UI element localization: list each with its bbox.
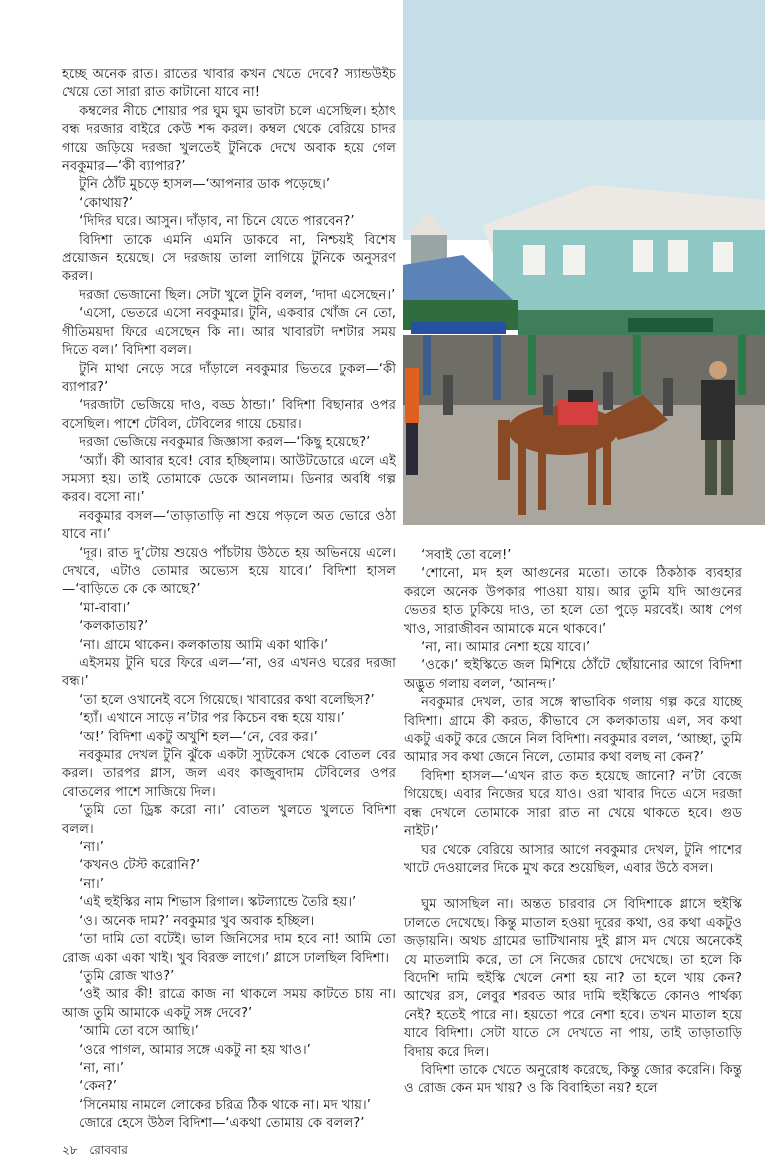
paragraph: ‘কলকাতায়?’ bbox=[79, 619, 149, 635]
page-footer bbox=[62, 1142, 396, 1158]
paragraph: ‘ও। অনেক দাম?’ নবকুমার খুব অবাক হচ্ছিল। bbox=[79, 913, 315, 929]
left-column-wrapper bbox=[62, 66, 396, 1158]
paragraph: ‘তুমি রোজ খাও?’ bbox=[79, 968, 175, 984]
paragraph: নবকুমার দেখল টুনি ঝুঁকে একটা স্যুটকেস থেকে বোতল বের করল। তারপর গ্লাস, জল এবং কাজুবাদাম টেবিলের ওপর বোতলের পাশে সাজিয়ে দিল। bbox=[62, 748, 396, 800]
section-break bbox=[404, 878, 742, 896]
paragraph: ‘মা-বাবা।’ bbox=[79, 600, 131, 616]
paragraph: ‘দরজাটা ভেজিয়ে দাও, বড্ড ঠান্ডা।’ বিদিশা বিছানার ওপর বসেছিল। পাশে টেবিল, টেবিলের গায়ে চেয়ার। bbox=[62, 398, 396, 432]
paragraph: ‘না, না।’ bbox=[79, 1060, 125, 1076]
paragraph: ‘অ!’ বিদিশা একটু অখুশি হল—‘নে, বের কর।’ bbox=[79, 729, 318, 745]
paragraph: হচ্ছে অনেক রাত। রাতের খাবার কখন খেতে দেবে? স্যান্ডউইচ খেয়ে তো সারা রাত কাটানো যাবে না! bbox=[62, 67, 396, 101]
paragraph: ‘ওকে।’ হুইস্কিতে জল মিশিয়ে ঠোঁটে ছোঁয়ানোর আগে বিদিশা অদ্ভুত গলায় বলল, ‘আনন্দ।’ bbox=[404, 658, 742, 692]
paragraph: দরজা ভেজানো ছিল। সেটা খুলে টুনি বলল, ‘দাদা এসেছেন।’ bbox=[79, 287, 396, 303]
paragraph: ‘সিনেমায় নামলে লোকের চরিত্র ঠিক থাকে না। মদ খায়।’ bbox=[79, 1097, 371, 1113]
paragraph: এইসময় টুনি ঘরে ফিরে এল—‘না, ওর এখনও ঘরের দরজা বন্ধ।’ bbox=[62, 656, 396, 690]
paragraph: ‘তা দামি তো বটেই। ভাল জিনিসের দাম হবে না! আমি তো রোজ একা একা খাই। খুব বিরক্ত লাগে।’ গ্লাসে ঢালছিল বিদিশা। bbox=[62, 932, 396, 966]
paragraph: নবকুমার দেখল, তার সঙ্গে স্বাভাবিক গলায় গল্প করে যাচ্ছে বিদিশা। গ্রামে কী করত, কীভাবে সে কলকাতায় এল, সব কথা একটু একটু করে জেনে নিল বিদিশা। নবকুমার বলল, ‘আচ্ছা, তুমি আমার সব কথা জেনে নিলে, তোমার কথা বলছ না কেন?’ bbox=[404, 695, 742, 766]
paragraph: ‘সবাই তো বলে!’ bbox=[421, 548, 512, 563]
paragraph: ‘আমি তো বসে আছি।’ bbox=[79, 1024, 199, 1040]
paragraph: ‘তা হলে ওখানেই বসে গিয়েছে। খাবারের কথা বলেছিস?’ bbox=[79, 692, 375, 708]
paragraph: টুনি ঠোঁট মুচড়ে হাসল—‘আপনার ডাক পড়েছে।’ bbox=[79, 177, 331, 193]
paragraph: ‘না, না। আমার নেশা হয়ে যাবে।’ bbox=[421, 640, 591, 656]
paragraph: ঘুম আসছিল না। অন্তত চারবার সে বিদিশাকে গ্লাসে হুইস্কি ঢালতে দেখেছে। কিন্তু মাতাল হওয়া দূরের কথা, ওর কথা একটুও জড়ায়নি। অথচ গ্রামের ভাটিখানায় দুই গ্লাস মদ খেয়ে অনেকেই যে মাতলামি করে, তা সে নিজের চোখে দেখেছে। তা হলে কি বিদেশি দামি হুইস্কি খেলে নেশা হয় না? তা হলে খায় কেন? আখের রস, লেবুর শরবত আর দামি হুইস্কিতে কোনও পার্থক্য নেই? হতেই পারে না। হয়তো পরে নেশা হবে। তখন মাতাল হয়ে যাবে বিদিশা। সেটা যাতে সে দেখতে না পায়, তাই তাড়াতাড়ি বিদায় করে দিল। bbox=[404, 897, 742, 1060]
paragraph: কম্বলের নীচে শোয়ার পর ঘুম ঘুম ভাবটা চলে এসেছিল। হঠাৎ বন্ধ দরজার বাইরে কেউ শব্দ করল। কম্বল থেকে বেরিয়ে চাদর গায়ে জড়িয়ে দরজা খুলতেই টুনিকে দেখে অবাক হয়ে গেল নবকুমার—‘কী ব্যাপার?’ bbox=[62, 103, 396, 175]
paragraph: ‘কোথায়?’ bbox=[79, 195, 134, 211]
paragraph: ‘না।’ bbox=[79, 840, 104, 856]
paragraph: ‘অ্যাঁ। কী আবার হবে! বোর হচ্ছিলাম। আউটডোরে এলে এই সমস্যা হয়। তাই তোমাকে ডেকে আনলাম। ডিনার অবধি গল্প করব। বসো না।’ bbox=[62, 453, 396, 506]
paragraph: ‘না। গ্রামে থাকেন। কলকাতায় আমি একা থাকি।’ bbox=[79, 637, 329, 653]
paragraph: ঘর থেকে বেরিয়ে আসার আগে নবকুমার দেখল, টুনি পাশের খাটে দেওয়ালের দিকে মুখ করে শুয়েছিল, এবার উঠে বসল। bbox=[404, 842, 742, 876]
paragraph: ‘শোনো, মদ হল আগুনের মতো। তাকে ঠিকঠাক ব্যবহার করলে অনেক উপকার পাওয়া যায়। আর তুমি যদি আগুনের ভেতর হাত ঢুকিয়ে দাও, তা হলে তো পুড়ে মরবেই। আধ পেগ খাও, সারাজীবন আমাকে মনে থাকবে।’ bbox=[404, 566, 742, 637]
paragraph: বিদিশা হাসল—‘এখন রাত কত হয়েছে জানো? ন’টা বেজে গিয়েছে। এবার নিজের ঘরে যাও। ওরা খাবার দিতে এসে দরজা বন্ধ দেখলে তোমাকে সারা রাত না খেয়ে থাকতে হবে। গুড নাইট।’ bbox=[404, 768, 742, 840]
left-text-column bbox=[62, 66, 396, 1134]
paragraph: বিদিশা তাকে এমনি এমনি ডাকবে না, নিশ্চয়ই বিশেষ প্রয়োজন হয়েছে। সে দরজায় তালা লাগিয়ে টুনিকে অনুসরণ করল। bbox=[62, 232, 396, 285]
paragraph: ‘না।’ bbox=[79, 876, 104, 892]
paragraph: ‘কেন?’ bbox=[79, 1079, 117, 1095]
paragraph: নবকুমার বসল—‘তাড়াতাড়ি না শুয়ে পড়লে অত ভোরে ওঠা যাবে না।’ bbox=[62, 508, 396, 543]
magazine-name: রোববার bbox=[89, 1142, 128, 1157]
paragraph: বিদিশা তাকে খেতে অনুরোধ করেছে, কিন্তু জোর করেনি। কিন্তু ও রোজ কেন মদ খায়? ও কি বিবাহিতা নয়? হলে bbox=[404, 1062, 742, 1097]
paragraph: ‘ওরে পাগল, আমার সঙ্গে একটু না হয় খাও।’ bbox=[79, 1042, 311, 1058]
paragraph: ‘ওই আর কী! রাত্রে কাজ না থাকলে সময় কাটতে চায় না। আজ তুমি আমাকে একটু সঙ্গ দেবে?’ bbox=[62, 987, 396, 1021]
page-number: ২৮ bbox=[62, 1142, 78, 1157]
paragraph: ‘এই হুইস্কির নাম শিভাস রিগাল। স্কটল্যান্ডে তৈরি হয়।’ bbox=[79, 895, 357, 911]
paragraph: জোরে হেসে উঠল বিদিশা—‘একথা তোমায় কে বলল?’ bbox=[79, 1116, 365, 1132]
paragraph: ‘এসো, ভেতরে এসো নবকুমার। টুনি, একবার খোঁজ নে তো, গীতিময়দা ফিরে এসেছেন কি না। আর খাবারটা দশটার সময় দিতে বল।’ বিদিশা বলল। bbox=[62, 306, 396, 359]
paragraph: ‘দূর। রাত দু’টোয় শুয়েও পাঁচটায় উঠতে হয় অভিনয়ে এলে। দেখবে, এটাও তোমার অভ্যেস হয়ে যাবে।’ বিদিশা হাসল—‘বাড়িতে কে কে আছে?’ bbox=[62, 545, 396, 598]
right-text-column bbox=[404, 547, 742, 1099]
paragraph: ‘হ্যাঁ। এখানে সাড়ে ন’টার পর কিচেন বন্ধ হয়ে যায়।’ bbox=[79, 711, 345, 727]
paragraph: টুনি মাথা নেড়ে সরে দাঁড়ালে নবকুমার ভিতরে ঢুকল—‘কী ব্যাপার?’ bbox=[62, 361, 396, 395]
paragraph: ‘দিদির ঘরে। আসুন। দাঁড়াব, না চিনে যেতে পারবেন?’ bbox=[79, 214, 355, 230]
paragraph: ‘কখনও টেস্ট করোনি?’ bbox=[79, 858, 201, 874]
hill-station-photo bbox=[403, 0, 765, 525]
paragraph: ‘তুমি তো ড্রিঙ্ক করো না।’ বোতল খুলতে খুলতে বিদিশা বলল। bbox=[62, 803, 396, 837]
paragraph: দরজা ভেজিয়ে নবকুমার জিজ্ঞাসা করল—‘কিছু হয়েছে?’ bbox=[79, 435, 371, 451]
boy bbox=[405, 368, 419, 475]
